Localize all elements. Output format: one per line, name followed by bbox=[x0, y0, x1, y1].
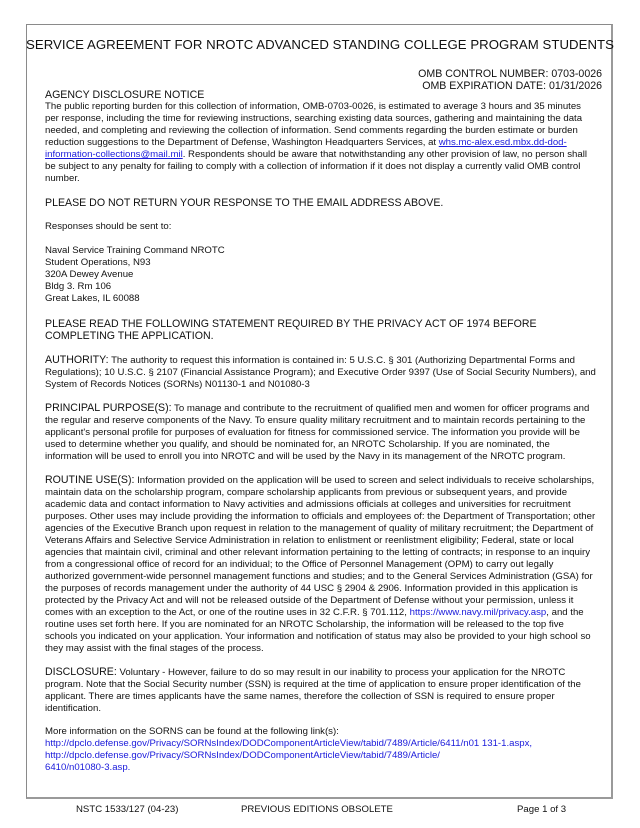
authority-label: AUTHORITY: bbox=[45, 353, 109, 366]
sorn-link-n01080[interactable] bbox=[45, 750, 440, 773]
privacy-act-heading: PLEASE READ THE FOLLOWING STATEMENT REQUIRED BY THE PRIVACY ACT OF 1974 BEFORE COMPLETING THE APPLICATION. bbox=[45, 317, 537, 342]
principal-purpose-section bbox=[45, 402, 597, 463]
principal-purpose-text: To manage and contribute to the recruitment of qualified men and women for officer programs and the regular and reserve components of the Navy. To ensure quality military recruitment and to maintain records pertaining to the applicant's personal profile for purposes of evaluation for fitness for commissioned service. The information you provide will be used to determine whether you qualify, and should be nominated for, an NROTC Scholarship. If you are nominated, the information will be used to enroll you into NROTC and will be used by the Navy in its management of the NROTC program. bbox=[45, 402, 590, 462]
previous-editions-notice: PREVIOUS EDITIONS OBSOLETE bbox=[241, 804, 393, 815]
agency-notice-text bbox=[45, 101, 597, 185]
routine-uses-text: , and the routine uses set forth here. If you are nominated for an NROTC Scholarship, the information will be released to the top five schools you indicated on your application. Your information and notification of status may also be provided to your high school so they may assist with the final stages of the process. bbox=[45, 606, 591, 654]
omb-control-number: OMB CONTROL NUMBER: 0703-0026 bbox=[418, 68, 602, 80]
sorn-link-text: 6410/n01080-3.asp. bbox=[45, 761, 131, 773]
mailing-address bbox=[45, 245, 597, 305]
navy-privacy-link[interactable]: https://www.navy.mil/privacy.asp bbox=[409, 606, 547, 618]
responses-sent-to: Responses should be sent to: bbox=[45, 220, 172, 232]
authority-section bbox=[45, 354, 597, 391]
form-number: NSTC 1533/127 (04-23) bbox=[76, 804, 179, 815]
document-body bbox=[45, 89, 597, 774]
page-number: Page 1 of 3 bbox=[517, 804, 567, 815]
routine-uses-section bbox=[45, 474, 597, 655]
address-line: Great Lakes, IL 60088 bbox=[45, 292, 140, 304]
sorns-links-section bbox=[45, 726, 597, 774]
routine-uses-label: ROUTINE USE(S): bbox=[45, 473, 135, 486]
principal-purpose-label: PRINCIPAL PURPOSE(S): bbox=[45, 401, 172, 414]
agency-notice-text-part: . Respondents should be aware that notwithstanding any other provision of law, no person shall be subject to any penalty for failing to comply with a collection of information if it does not display a currently valid OMB control number. bbox=[45, 149, 587, 184]
burden-email-link[interactable]: whs.mc-alex.esd.mbx.dd-dod-information-collections@mail.mil bbox=[45, 137, 567, 160]
do-not-return-notice: PLEASE DO NOT RETURN YOUR RESPONSE TO THE EMAIL ADDRESS ABOVE. bbox=[45, 197, 444, 209]
disclosure-text: Voluntary - However, failure to do so may result in our inability to process your application for the NROTC program. Note that the Social Security number (SSN) is required at the time of application to ensure proper identification of the applicant. There are times applicants have the same names, therefore the collection of SSN is required to ensure proper identification. bbox=[45, 666, 581, 714]
document-title: SERVICE AGREEMENT FOR NROTC ADVANCED STANDING COLLEGE PROGRAM STUDENTS bbox=[26, 37, 614, 52]
address-line: Bldg 3. Rm 106 bbox=[45, 280, 112, 292]
address-line: 320A Dewey Avenue bbox=[45, 268, 134, 280]
omb-expiration-date: OMB EXPIRATION DATE: 01/31/2026 bbox=[422, 80, 602, 92]
agency-notice-heading: AGENCY DISCLOSURE NOTICE bbox=[45, 89, 205, 101]
sorn-link-n01131[interactable]: http://dpclo.defense.gov/Privacy/SORNsIndex/DODComponentArticleView/tabid/7489/Article/6411/n01 131-1.aspx, bbox=[45, 737, 533, 749]
authority-text: The authority to request this information is contained in: 5 U.S.C. § 301 (Authorizing Departmental Forms and Regulations); 10 U.S.C. § 2107 (Financial Assistance Program); and Executive Order 9397 (Use of Social Security Numbers), and System of Records Notices (SORNs) N01130-1 and N01080-3 bbox=[45, 354, 596, 390]
sorns-intro: More information on the SORNS can be found at the following link(s): bbox=[45, 725, 339, 737]
disclosure-label: DISCLOSURE: bbox=[45, 665, 117, 678]
agency-notice-text-part: The public reporting burden for this collection of information, OMB-0703-0026, is estimated to average 3 hours and 35 minutes per response, including the time for reviewing instructions, searching existing data sources, gathering and maintaining the data needed, and completing and reviewing the collection of information. Send comments regarding the burden estimate or burden reduction suggestions to the Department of Defense, Washington Headquarters Services, at bbox=[45, 101, 583, 148]
address-line: Naval Service Training Command NROTC bbox=[45, 244, 225, 256]
address-line: Student Operations, N93 bbox=[45, 256, 151, 268]
sorn-link-text: http://dpclo.defense.gov/Privacy/SORNsIndex/DODComponentArticleView/tabid/7489/Article/ bbox=[45, 749, 440, 761]
routine-uses-text: Information provided on the application will be used to screen and select individuals to receive scholarships, maintain data on the scholarship program, compare scholarship applicants from previous or subsequent years, and provide academic data and contact information to Navy activities and admissions officials at colleges and universities for recruitment purposes. Other uses may include providing the information to officials and employees of: the Department of Transportation; other agencies of the Executive Branch upon request in relation to the management of quality of military recruitment; the Department of Veterans Affairs and Selective Service Administration in relation to enlistment or reenlistment eligibility; Federal, state or local agencies that maintain civil, criminal and other relevant information pertaining to the letting of contracts; in response to an inquiry from a congressional office of record for an individual; to the Office of Personnel Management (OPM) to carry out legally authorized government-wide personnel management functions and studies; and to the General Services Administration (GSA) for the purposes of records management under the authority of 44 USC § 2904 & 2906. Information provided in this application is protected by the Privacy Act and will not be released outside of the Department of Defense without your permission, unless it comes with an exception to the Act, or one of the routine uses in 32 C.F.R. § 701.112, bbox=[45, 474, 596, 618]
disclosure-section bbox=[45, 666, 597, 715]
